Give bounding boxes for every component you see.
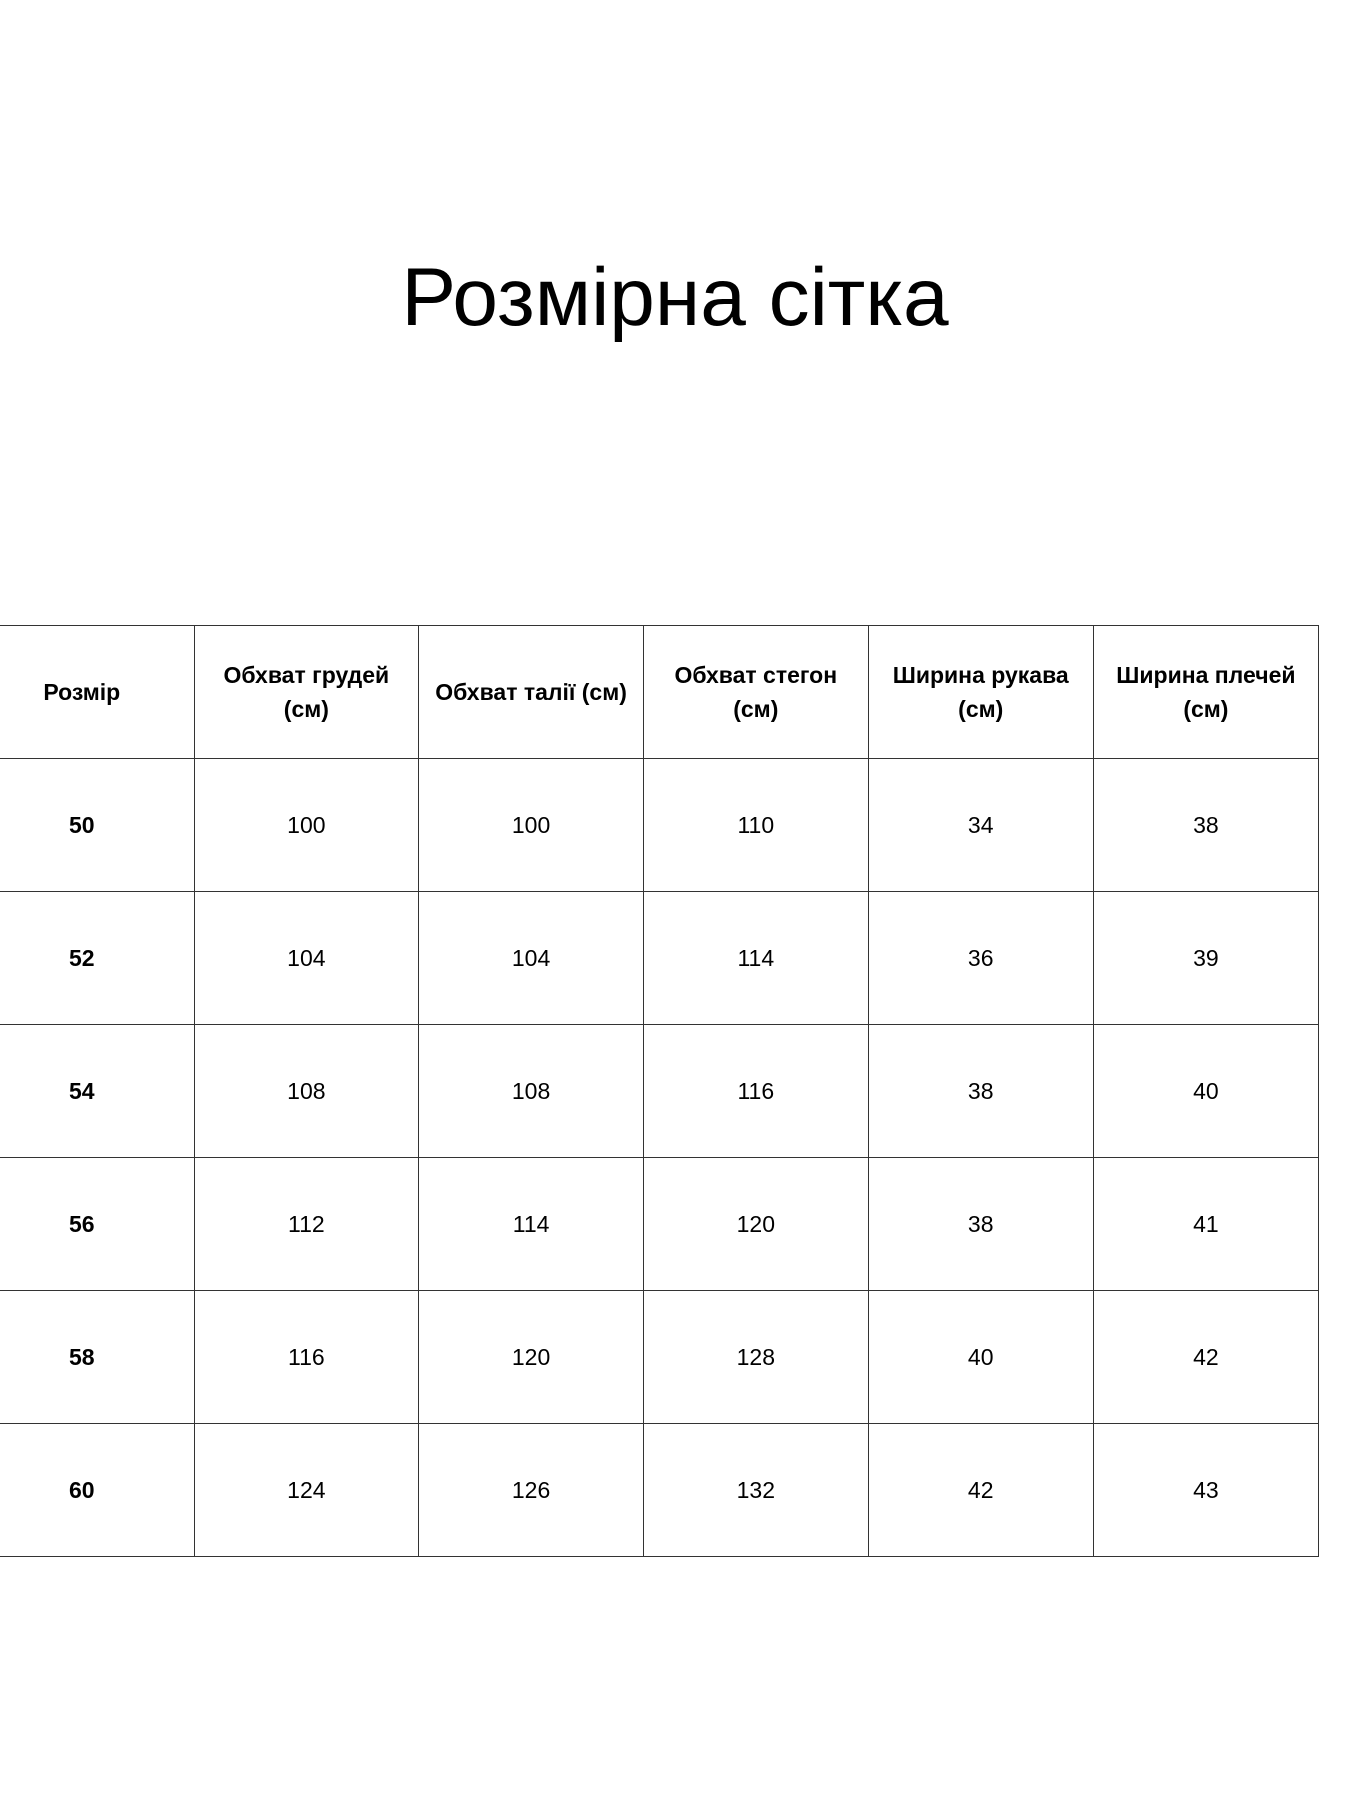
chest-cell: 100 — [194, 759, 419, 892]
shoulder-width-cell: 38 — [1093, 759, 1318, 892]
chest-cell: 124 — [194, 1424, 419, 1557]
shoulder-width-cell: 41 — [1093, 1158, 1318, 1291]
shoulder-width-cell: 40 — [1093, 1025, 1318, 1158]
waist-cell: 104 — [419, 892, 644, 1025]
size-cell: 60 — [0, 1424, 194, 1557]
size-cell: 56 — [0, 1158, 194, 1291]
waist-cell: 108 — [419, 1025, 644, 1158]
waist-cell: 100 — [419, 759, 644, 892]
table-header-row — [0, 626, 1319, 759]
header-shoulder-width: Ширина плечей (см) — [1093, 626, 1318, 759]
hips-cell: 114 — [643, 892, 868, 1025]
table-row — [0, 1025, 1319, 1158]
sleeve-width-cell: 38 — [868, 1158, 1093, 1291]
waist-cell: 126 — [419, 1424, 644, 1557]
chest-cell: 116 — [194, 1291, 419, 1424]
hips-cell: 128 — [643, 1291, 868, 1424]
page-title: Розмірна сітка — [401, 252, 949, 343]
header-size: Розмір — [0, 626, 194, 759]
size-cell: 54 — [0, 1025, 194, 1158]
header-waist: Обхват талії (см) — [419, 626, 644, 759]
hips-cell: 132 — [643, 1424, 868, 1557]
header-hips: Обхват стегон (см) — [643, 626, 868, 759]
chest-cell: 112 — [194, 1158, 419, 1291]
sleeve-width-cell: 34 — [868, 759, 1093, 892]
sleeve-width-cell: 38 — [868, 1025, 1093, 1158]
hips-cell: 120 — [643, 1158, 868, 1291]
sleeve-width-cell: 42 — [868, 1424, 1093, 1557]
header-chest: Обхват грудей (см) — [194, 626, 419, 759]
waist-cell: 114 — [419, 1158, 644, 1291]
shoulder-width-cell: 42 — [1093, 1291, 1318, 1424]
table-row — [0, 1291, 1319, 1424]
waist-cell: 120 — [419, 1291, 644, 1424]
shoulder-width-cell: 43 — [1093, 1424, 1318, 1557]
table-row — [0, 1424, 1319, 1557]
size-chart-table — [0, 625, 1319, 1557]
hips-cell: 116 — [643, 1025, 868, 1158]
size-cell: 50 — [0, 759, 194, 892]
hips-cell: 110 — [643, 759, 868, 892]
sleeve-width-cell: 36 — [868, 892, 1093, 1025]
size-cell: 58 — [0, 1291, 194, 1424]
table-row — [0, 759, 1319, 892]
size-cell: 52 — [0, 892, 194, 1025]
table-row — [0, 892, 1319, 1025]
chest-cell: 108 — [194, 1025, 419, 1158]
table-row — [0, 1158, 1319, 1291]
shoulder-width-cell: 39 — [1093, 892, 1318, 1025]
sleeve-width-cell: 40 — [868, 1291, 1093, 1424]
header-sleeve-width: Ширина рукава (см) — [868, 626, 1093, 759]
chest-cell: 104 — [194, 892, 419, 1025]
